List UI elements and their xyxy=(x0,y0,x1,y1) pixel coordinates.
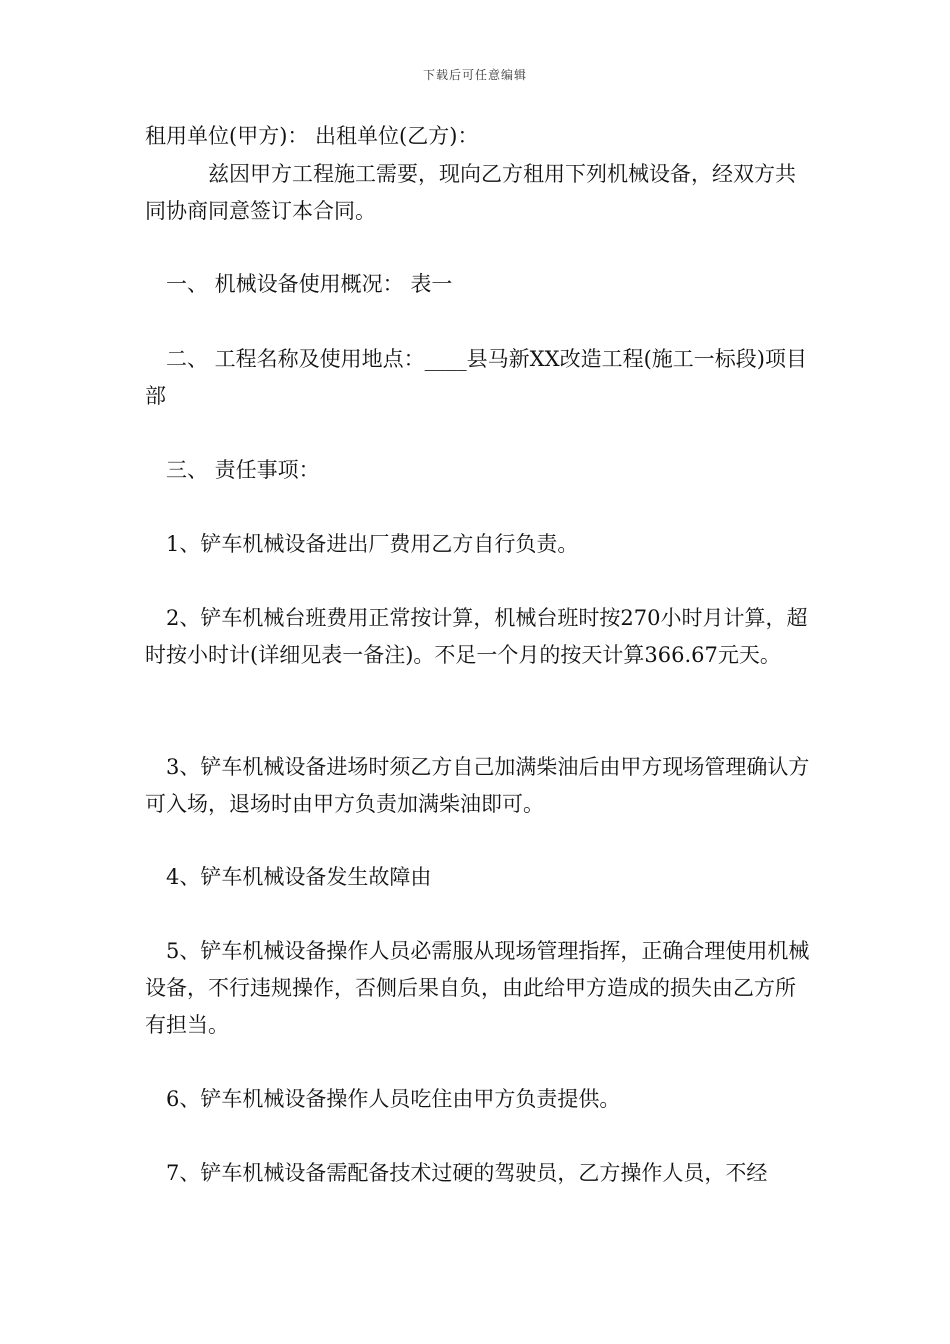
section-1-heading: 一、 机械设备使用概况： 表一 xyxy=(145,272,453,296)
clause-2: 2、铲车机械台班费用正常按计算，机械台班时按270小时月计算，超时按小时计(详细见表一备注)。不足一个月的按天计算366.67元天。 xyxy=(145,606,808,667)
clause-1: 1、铲车机械设备进出厂费用乙方自行负责。 xyxy=(145,532,579,556)
clause-7: 7、铲车机械设备需配备技术过硬的驾驶员，乙方操作人员，不经 xyxy=(145,1161,768,1185)
intro-paragraph: 兹因甲方工程施工需要，现向乙方租用下列机械设备，经双方共同协商同意签订本合同。 xyxy=(145,162,796,223)
clause-5: 5、铲车机械设备操作人员必需服从现场管理指挥，正确合理使用机械设备，不行违规操作，否侧后果自负，由此给甲方造成的损失由乙方所有担当。 xyxy=(145,939,810,1037)
section-3-heading: 三、 责任事项： xyxy=(145,458,320,482)
section-2-heading: 二、 工程名称及使用地点：____县马新XX改造工程(施工一标段)项目部 xyxy=(145,347,807,408)
clause-6: 6、铲车机械设备操作人员吃住由甲方负责提供。 xyxy=(145,1087,621,1111)
page-header-note: 下载后可任意编辑 xyxy=(422,68,527,82)
clause-3: 3、铲车机械设备进场时须乙方自己加满柴油后由甲方现场管理确认方可入场，退场时由甲方负责加满柴油即可。 xyxy=(145,755,810,816)
party-line: 租用单位(甲方)： 出租单位(乙方)： xyxy=(145,124,479,148)
clause-4: 4、铲车机械设备发生故障由 xyxy=(145,865,432,889)
